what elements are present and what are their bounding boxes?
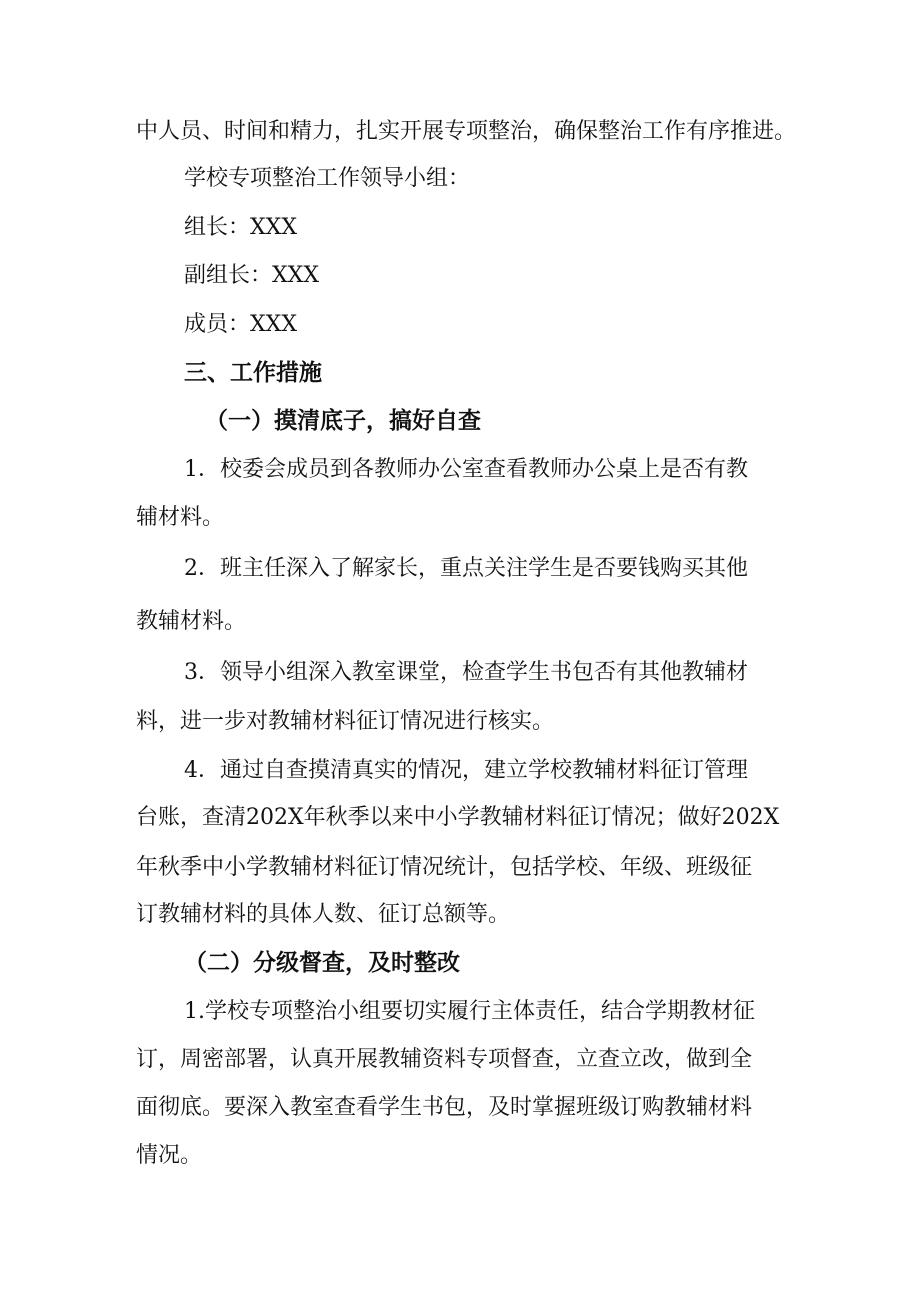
- deputy-leader-line: 副组长：XXX: [184, 263, 319, 288]
- section-heading-3: 三、工作措施: [184, 359, 322, 386]
- members-line: 成员：XXX: [184, 312, 297, 337]
- subsection-heading-1: （一）摸清底子，搞好自查: [205, 407, 481, 434]
- item-4-line-4: 订教辅材料的具体人数、征订总额等。: [136, 902, 511, 927]
- item-3-line-2: 料，进一步对教辅材料征订情况进行核实。: [136, 709, 555, 734]
- subsection-heading-2: （二）分级督查，及时整改: [184, 949, 460, 976]
- item-2-line-1: 2．班主任深入了解家长，重点关注学生是否要钱购买其他: [184, 556, 748, 581]
- item-4-line-2: 台账，查清202X年秋季以来中小学教辅材料征订情况；做好202X: [136, 805, 780, 830]
- item-1-line-2: 辅材料。: [136, 505, 225, 530]
- item-4-line-3: 年秋季中小学教辅材料征订情况统计，包括学校、年级、班级征: [136, 855, 753, 880]
- leadership-group-title: 学校专项整治工作领导小组：: [184, 166, 471, 191]
- paragraph-continuation: 中人员、时间和精力，扎实开展专项整治，确保整治工作有序推进。: [136, 119, 797, 144]
- item-1-line-1: 1．校委会成员到各教师办公室查看教师办公桌上是否有教: [184, 457, 748, 482]
- item-4-line-1: 4．通过自查摸清真实的情况，建立学校教辅材料征订管理: [184, 758, 748, 783]
- group-leader-line: 组长：XXX: [184, 215, 297, 240]
- item-b1-line-1: 1.学校专项整治小组要切实履行主体责任，结合学期教材征: [184, 999, 755, 1024]
- item-b1-line-4: 情况。: [136, 1143, 203, 1168]
- item-3-line-1: 3．领导小组深入教室课堂，检查学生书包否有其他教辅材: [184, 660, 748, 685]
- item-b1-line-3: 面彻底。要深入教室查看学生书包，及时掌握班级订购教辅材料: [136, 1095, 753, 1120]
- item-2-line-2: 教辅材料。: [136, 609, 247, 634]
- item-b1-line-2: 订，周密部署，认真开展教辅资料专项督查，立查立改，做到全: [136, 1047, 753, 1072]
